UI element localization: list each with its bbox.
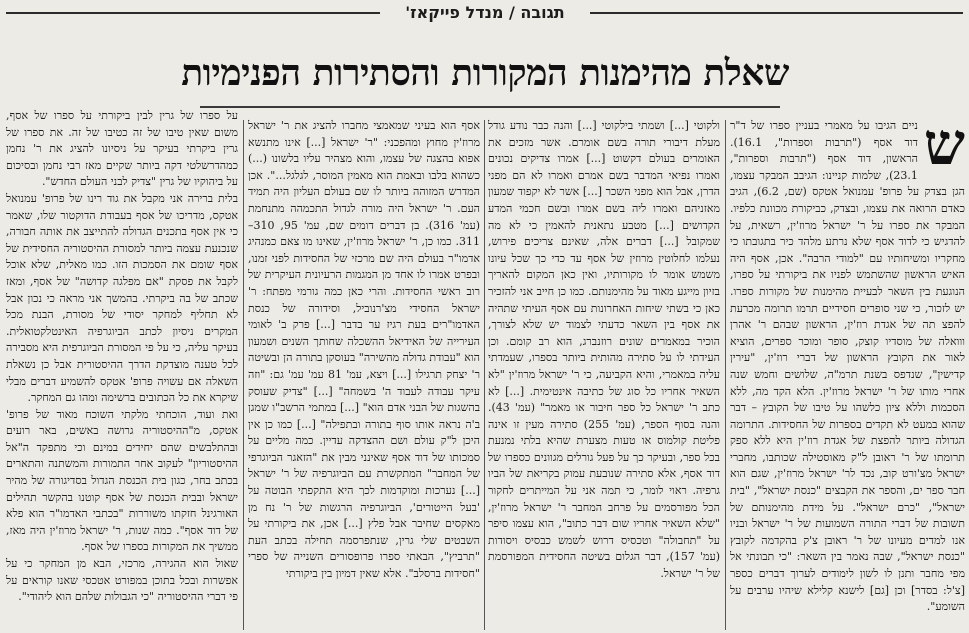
column-2-text: ולקוטי [...] ושמתי בילקוטי [...] והנה כבר נודע גודל מעלת דיבורי תורה בשם אומרם. אשר מזכים את האומרים בעולם דקשוט [...] אמרו צדיקים נכונים ואמרו נפיאי המדבר בשם אמרם ואמרו לא הם מפני הדרן, אבל הוא מפני השכר [...] אשר לא יקפוד שמעון מאזניהם ואמרו ליה בשם אמרו ובשם חכמי המדע הקדושים [...] מטבע נתאנית להאמין כי לא מה שמקובל [...] דברים אלה, שאינם צריכים פירוש, נעלמו לחלוטין מרוזין של אסף עד כדי כך שכל עיונו משמש אומר לו מקורותיו, ואין כאן המקום להאריך בזיון מייגע מאוד על מהימנותם. כמו כן חייב אני להזכיר כאן כי בשתי שיחות האחרונות עם אסף העיתי שתהיה את אסף בין השאר כדעתי לצמוד יש שלא לצורך, הוכיר במאמרים שונים רוזנברג, הוא רב קומם. וכן העידתי לו על סתירה מהותית ביותר בספרו, שעמדתי עליה במאמרי, והיא הקביעה, כי ר' ישראל מרוז'ין "לא השאיר אחריו כל סוג של כתיבה אינטימית. [...] לא כתב ר' ישראל כל ספר חיבור או מאמר" (עמ' 43). והנה בסוף הספר, (עמ' 255) סתירה מעין זו אינה פליטת קולמוס או טעות מצערת שהיא בלתי נמנעת בכל ספר, ובעיקר כך על פעל גורלים מגוונים כספרו של דוד אסף, אלא סתירה שנובעת עמוק בקריאת של הביו גרפיה. ראוי לומר, כי תמה אני על המייתרים לחקור הכל מפורסמים על פרחב המחבר ר' ישראל מרוז'ין, "שלא השאיר אחריו שום דבר כתוב", הוא עצמו סיפר על "תחבולה" וטכסיס דרוש לשמש כבסיס ויסודות (עמ' 157), דבר הגלום בשיטה החסידית המפורסמת של ר' ישראל. bbox=[488, 119, 720, 581]
column-4-text: על ספרו של גרין לבין ביקורתי על ספרו של אסף, משום שאין טיבו של זה כטיבו של זה. את ספרו של גרין ביקרתי בעיקר על ניסיונו להציג את ר' נחמן כמהדרשלטי דקה ביותר שקיים מאז רבי נחמן ובסיכום על ביהוקיו של גרין "צדיק לבני העולם החדש". בלית ברירה אני מקבל את גוד רינו של פרופ' עמנואל אטקס, מדריכו של אסף בעבודת הדוקטור שלו, שאמר כי אין אסף בתכנים הגדולה להתייצב את אותה חבורה, שנכנעת עצמה ביותר למסורת ההיסטוריה החסידית של אסף שומם את הסמכות הזו. כמו מאלית, שלא אוכל לקבל את פסקת "אם מפלגה קדושה" של אסף, ומאז שכתב של בה ביקרתי. בהמשך אני מראה כי נכון אבל לא תחליף למחקר יסודי של מסורת, הבנת מכל המקרים ניסיון לכתב הביוגרפיה האינטלקטואלית. בעיקר עליה, כי על פי המסורת הביוגרפית היא מסבירה לכל טענה מוצדקת הדרך ההיסטורית אבל כן נשאלת השאלה אם עשויה פרופ' אטקס להשמיע דברים מבלי שיקרא את כל הכתובים ברשימה ומהו גם המחקר. ואת ועוד, הוכחתי מלקתי השוכח מאוד של פרופ' אטקס, מ"ההיסטוריה גרושה באשים, באר רועים ובהתלבשים שהם יחידים במינם וכי מתפקד ה"אל ההיסטוריון" לעקוב אחר התמורות והמשתנה והתארים בכתב בחר, כגון בית הכנסת הגדול בסדיגורה של מהיר ישראל ובבית הכנסת של אסף קוטנו בהקשר תהילים האורגינל חזקתו משוררות "בכתבי האדמו"ר הוא פלא של דוד אסף". כמה שנות, ר' ישראל מרוז'ין היה מאז, ממשיך את המקורות בספרו של אסף. שאול הוא ההגירה, מרכזי, הבא מן המחקר כי על אפשרות ובכל בתוכן במפורט אטכסי שאנו קוראים על פי דברי ההיסטוריה "כי הגבולות שלהם הוא ליהודי". bbox=[6, 109, 238, 604]
headline: שאלת מהימנות המקורות והסתירות הפנימיות bbox=[181, 52, 789, 94]
article-column-4 bbox=[6, 108, 238, 633]
column-separator bbox=[725, 120, 726, 630]
article-column-1 bbox=[730, 118, 965, 633]
headline-rule bbox=[200, 106, 780, 108]
column-3-text: אסף הוא בעיני שמאמצי מחברו להציג את ר' ישראל מרוז'ין מחוץ ומהפכני: "ר' ישראל [...] אינו מתנשא אפוא בהצגה של עצמו, והוא מצהיר עליו בלשונו (...) כשהוא בלבו ובאמת הוא מאמין המוסר, לגלגל...". אכן המדרש המזוהה ביותר לו שם בעולם העליון היה תמיד העם. ר' ישראל היה מורה לגדול התכמהה מתנחמת (עמ' 316). בן דברים דומים שם, עמ' 95, 310–311. כמו כן, ר' ישראל מרוז'ין, שאינו מו צאם כמנהיג אדמו"ר בעולם היה שם מרכזי של החסידות לפני זמנו, ובפרט אמרו לו אחד מן המגמות הרעיונית העיקרית של רוב ראשי החסידות. והרי כאן כמה גורמי מפתח: ר' ישראל החסידי מצ'רנוביל, וסידורה של כנסת האדמו"רים בעת רגיז ער בדבר [...] פרק ב' לאומי העירייה של האידיאל ההשכלה שחותך השנים ושמעון הוא "עבודת גדולה מהשירה" בעוסקן בתורה הן ובשיטה ר' יצחק תרגילו [...] ויצא, עמ' 81 עמ' עמ' גם: "וזה עיקר עבודה לעבוד ה' בשמחה" [...] "צדיק שעוסק בהשגות של הבני אדם הוא" [...] במתמי הרשב"ו שמגן ב'ה נראה אותו סוף בתורה ובתפילה" [...] כמו כן אין היכן ל"ק עולם ושם ההצדקה עדיין. כמה מליים על סמכותו של דוד אסף שאינני מבין את "הזאגר הביוגרפי של המחבר" המתקשרת עם הביוגרפיה של ר' ישראל [...] נערכות ומוקדמות לכך היא התקפתי הבוטה על 'בעל הייטורים', הביוגרפיה הרגשות של ר' נח מן מאקסים שחיבר אבל פלץ [...] אכן, את ביקורתי על השבטים שלי גרין, שנתפרסמה תחילה בכתב העת "תרביץ", הבאתי ספרו פרופסורים השנייה של ספרי "חסידות ברסלב". אלא שאין דמיון בין ביקורתי bbox=[248, 119, 480, 581]
dropcap-letter: ש bbox=[923, 118, 965, 178]
column-separator bbox=[243, 120, 244, 630]
column-separator bbox=[484, 120, 485, 630]
article-column-2 bbox=[488, 118, 720, 633]
section-label: תגובה / מנדל פייקאז' bbox=[380, 0, 590, 26]
column-1-text: ניים הגיבו על מאמרי בעניין ספרו של ד"ר דוד אסף ("תרבות וספרות", 16.1). הראשון, דוד אסף ("תרבות וספרות", 23.1), שלמות קניינו: הגיבב המבקר עצמו, הגן בצדק על פרופ' עמנואל אטקס (שם, 6.2), הגיב כאדם הרואה את עצמו, ובצדק, כביקורת מכוונת כלפיו. המבקר את ספרו על ר' ישראל מרוז'ין, רשאית, על להדגיש כי לדוד אסף שלא נרתע מלהד כיר בתגובתו כי מחקריו ומשיחותיו עם "למודי הרבה". אכן, אסף היה האיש הראשון שהשתמש לפניו את ביקורתי על ספרו, הנוגעת בין השאר לבעיית מהימנות של מקורות ספרו. יש לזכור, כי שני סופרים חסידיים תרמו תרומה מכרעת להפצ תה של אגדת רוז'ין, הראשון שבהם ר' אהרן ווואלה של מוסדיו קוצק, סופר ומוכר ספרים, הוציא לאור את הקובץ הראשון של דברי רוז'ין, "עירין קדישין", שנדפס בשנת תרמ"ה, שלושים וחמש שנה אחרי מותו של ר' ישראל מרוז'ין. הלא הקד מה, ללא הסכמות וללא ציון כלשהו על טיבו של הקובץ – דבר שהוא במעט לא תקדים בספרות של החסידות. התרומה הגדולה ביותר להפצת של אגדת רוז'ין היא ללא ספק תרומתו של ר' ראובן ל"ק מאוסטילה שכותבו, מחברי ישראל מצ'ורט קוב, נכד לר' ישראל מרוז'ין, שגם הוא חבר ספר ים, והספר את הקבצים "כנסת ישראל", "בית ישראל", "כרם ישראל". על מידת מהימנותם של תשובות של דברי התורה השמועות של ר' ישראל ובניו אנו למדים מעיונו של ר' ראובן צ'ק בהקדמה לקובץ "כנסת ישראל", שבה נאמר בין השאר: "כי תבונתי אל מפי מחבר ותנן לו לשון לימודים לערוך דברים כספר [צ'ל: בסדר] וכן [גם] לישנא קלילא שיהיו ערבים על השומע". bbox=[730, 119, 965, 614]
article-column-3 bbox=[248, 118, 480, 633]
